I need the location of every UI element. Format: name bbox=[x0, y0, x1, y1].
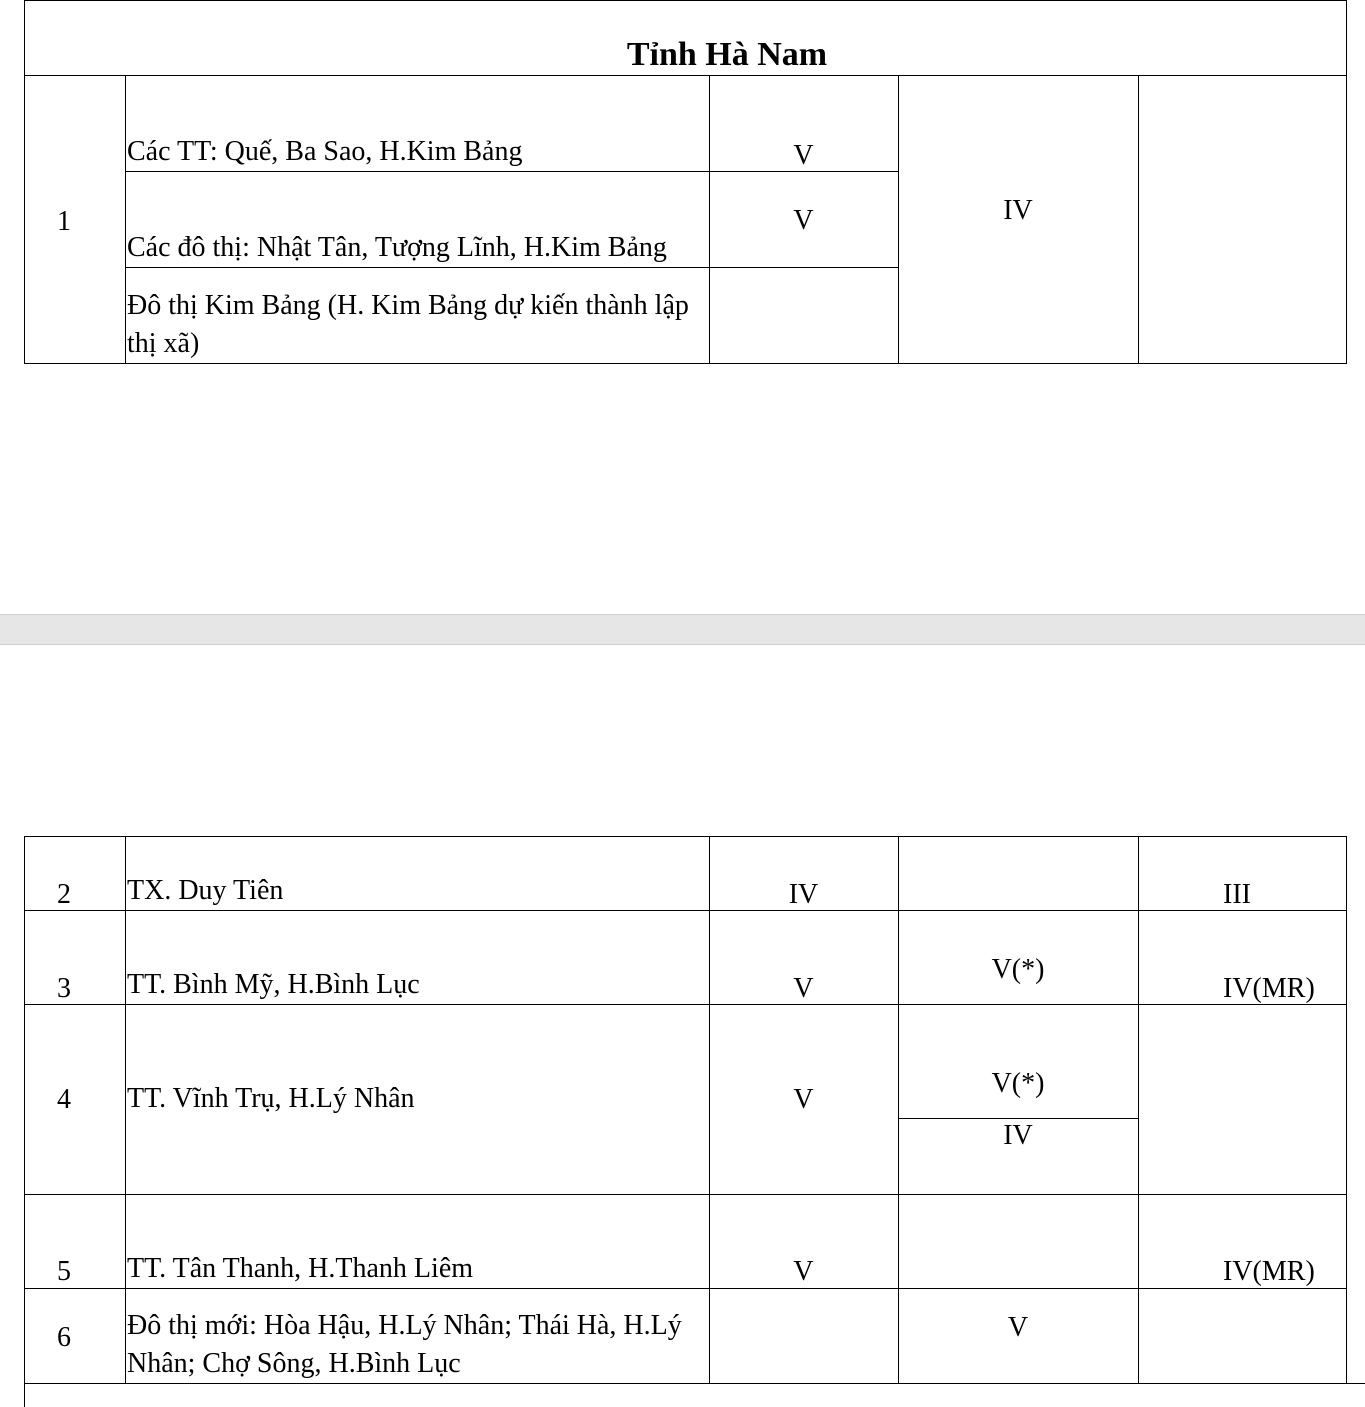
current-grade: IV bbox=[788, 879, 819, 910]
document-page-1 bbox=[0, 0, 1365, 614]
location-name: TT. Tân Thanh, H.Thanh Liêm bbox=[127, 1253, 474, 1284]
table-border bbox=[24, 910, 1347, 911]
table-border bbox=[125, 75, 126, 364]
row-number: 3 bbox=[57, 973, 71, 1004]
table-border bbox=[24, 363, 1347, 364]
table-border bbox=[24, 0, 1347, 1]
planned-grade: V(*) bbox=[991, 954, 1045, 985]
province-title: Tỉnh Hà Nam bbox=[626, 36, 828, 73]
document-page-2 bbox=[0, 645, 1365, 1407]
table-border bbox=[898, 836, 899, 1384]
current-grade: V bbox=[793, 205, 814, 236]
table-border bbox=[24, 1288, 1347, 1289]
table-border bbox=[1138, 75, 1139, 364]
location-name: Đô thị Kim Bảng (H. Kim Bảng dự kiến thành lập bbox=[127, 290, 689, 321]
extra-grade: IV(MR) bbox=[1223, 1256, 1315, 1287]
location-name: thị xã) bbox=[127, 328, 200, 359]
row-number: 1 bbox=[57, 206, 71, 237]
location-name: Đô thị mới: Hòa Hậu, H.Lý Nhân; Thái Hà, H.Lý bbox=[127, 1310, 682, 1341]
location-name: Nhân; Chợ Sông, H.Bình Lục bbox=[127, 1348, 461, 1379]
location-name: TT. Bình Mỹ, H.Bình Lục bbox=[127, 969, 420, 1000]
current-grade: V bbox=[793, 973, 814, 1004]
table-border bbox=[24, 836, 1347, 837]
current-grade: V bbox=[793, 1084, 814, 1115]
current-grade: V bbox=[793, 1256, 814, 1287]
location-name: TT. Vĩnh Trụ, H.Lý Nhân bbox=[127, 1083, 415, 1114]
table-border bbox=[24, 1194, 1347, 1195]
row-number: 4 bbox=[57, 1084, 71, 1115]
location-name: TX. Duy Tiên bbox=[127, 875, 284, 906]
location-name: Các đô thị: Nhật Tân, Tượng Lĩnh, H.Kim Bảng bbox=[127, 232, 667, 263]
table-border bbox=[1138, 836, 1139, 1384]
current-grade: V bbox=[793, 140, 814, 171]
table-border bbox=[24, 1004, 1347, 1005]
location-name: Các TT: Quế, Ba Sao, H.Kim Bảng bbox=[127, 136, 523, 167]
row-number: 6 bbox=[57, 1322, 71, 1353]
table-border bbox=[125, 267, 898, 268]
table-border bbox=[125, 836, 126, 1384]
extra-grade: IV(MR) bbox=[1223, 973, 1315, 1004]
table-border bbox=[24, 1383, 1365, 1384]
planned-grade: V(*) bbox=[991, 1068, 1045, 1099]
row-number: 5 bbox=[57, 1256, 71, 1287]
extra-grade: III bbox=[1223, 879, 1251, 910]
table-border bbox=[1346, 836, 1347, 1384]
planned-grade: IV bbox=[1003, 1120, 1033, 1151]
page-separator bbox=[0, 614, 1365, 645]
planned-grade: IV bbox=[1003, 195, 1033, 226]
planned-grade: V bbox=[1007, 1312, 1029, 1343]
table-border bbox=[24, 75, 1347, 76]
row-number: 2 bbox=[57, 879, 71, 910]
